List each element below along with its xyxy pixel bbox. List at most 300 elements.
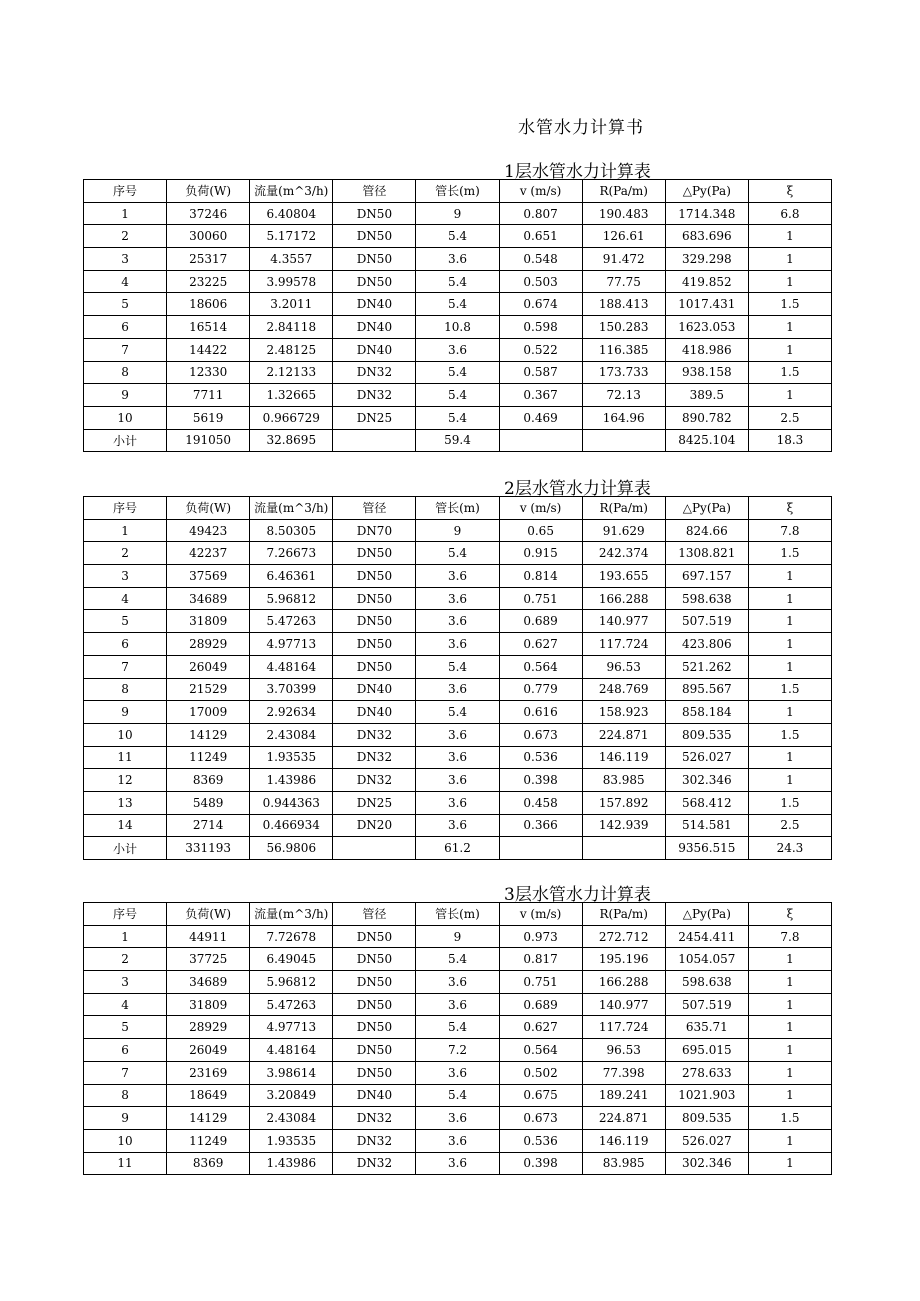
- table-cell: 683.696: [665, 225, 748, 248]
- table-cell: 7.72678: [250, 925, 333, 948]
- table-cell: 10.8: [416, 316, 499, 339]
- document-title: 水管水力计算书: [518, 118, 644, 138]
- table-cell: 3.6: [416, 1129, 499, 1152]
- table-cell: 5.4: [416, 293, 499, 316]
- table-cell: 2: [84, 225, 167, 248]
- table-cell: 6.8: [748, 202, 831, 225]
- table-cell: 14129: [167, 1107, 250, 1130]
- table-cell: 1.93535: [250, 1129, 333, 1152]
- table-cell: 1: [748, 338, 831, 361]
- table-cell: 1.5: [748, 678, 831, 701]
- table-cell: 96.53: [582, 655, 665, 678]
- table-cell: DN50: [333, 202, 416, 225]
- table-row: [84, 361, 832, 384]
- table-cell: 389.5: [665, 384, 748, 407]
- table-cell: 3.20849: [250, 1084, 333, 1107]
- table-cell: 7: [84, 1061, 167, 1084]
- table-row: [84, 384, 832, 407]
- table-cell: 3.6: [416, 1152, 499, 1175]
- table-title: 2层水管水力计算表: [504, 479, 651, 499]
- table-cell: 18.3: [748, 429, 831, 452]
- table-cell: 0.751: [499, 971, 582, 994]
- column-header: 流量(m^3/h): [250, 497, 333, 520]
- table-cell: 1.5: [748, 542, 831, 565]
- table-cell: 0.366: [499, 814, 582, 837]
- table-cell: DN40: [333, 338, 416, 361]
- table-cell: 0.627: [499, 1016, 582, 1039]
- table-cell: 0.675: [499, 1084, 582, 1107]
- table-cell: 0.598: [499, 316, 582, 339]
- table-cell: 824.66: [665, 519, 748, 542]
- table-cell: 3.6: [416, 723, 499, 746]
- table-cell: 5.4: [416, 542, 499, 565]
- table-cell: 302.346: [665, 1152, 748, 1175]
- table-cell: 6: [84, 316, 167, 339]
- table-cell: 17009: [167, 701, 250, 724]
- table-cell: 1.43986: [250, 769, 333, 792]
- table-cell: DN50: [333, 610, 416, 633]
- table-cell: 0.814: [499, 565, 582, 588]
- table-cell: DN32: [333, 1129, 416, 1152]
- table-cell: 2714: [167, 814, 250, 837]
- table-cell: DN50: [333, 565, 416, 588]
- column-header: ξ: [748, 497, 831, 520]
- table-cell: 37569: [167, 565, 250, 588]
- table-cell: DN50: [333, 270, 416, 293]
- table-cell: 12330: [167, 361, 250, 384]
- table-cell: 1: [748, 633, 831, 656]
- table-cell: 1: [748, 1129, 831, 1152]
- table-cell: 72.13: [582, 384, 665, 407]
- table-cell: 0.751: [499, 587, 582, 610]
- table-cell: 507.519: [665, 610, 748, 633]
- table-cell: 1: [748, 701, 831, 724]
- table-cell: 6: [84, 1039, 167, 1062]
- table-cell: 8369: [167, 769, 250, 792]
- table-cell: 10: [84, 1129, 167, 1152]
- table-cell: 0.973: [499, 925, 582, 948]
- table-row: [84, 993, 832, 1016]
- table-cell: 3: [84, 565, 167, 588]
- table-cell: 1: [748, 769, 831, 792]
- table-cell: 18606: [167, 293, 250, 316]
- table-cell: 5489: [167, 791, 250, 814]
- table-cell: 5.4: [416, 225, 499, 248]
- table-cell: 598.638: [665, 587, 748, 610]
- table-cell: 4.3557: [250, 248, 333, 271]
- table-cell: 140.977: [582, 610, 665, 633]
- table-cell: 166.288: [582, 971, 665, 994]
- table-cell: 31809: [167, 993, 250, 1016]
- header-row: [84, 903, 832, 926]
- column-header: R(Pa/m): [582, 497, 665, 520]
- table-cell: 514.581: [665, 814, 748, 837]
- column-header: 序号: [84, 180, 167, 203]
- table-cell: 1: [748, 655, 831, 678]
- table-cell: 116.385: [582, 338, 665, 361]
- column-header: 管长(m): [416, 903, 499, 926]
- table-cell: 188.413: [582, 293, 665, 316]
- table-cell: 0.944363: [250, 791, 333, 814]
- table-cell: 25317: [167, 248, 250, 271]
- table-row: [84, 723, 832, 746]
- table-cell: 1: [748, 1039, 831, 1062]
- table-row: [84, 655, 832, 678]
- table-row: [84, 270, 832, 293]
- table-cell: 5.4: [416, 948, 499, 971]
- table-cell: 331193: [167, 837, 250, 860]
- table-cell: 5.96812: [250, 587, 333, 610]
- table-cell: 26049: [167, 655, 250, 678]
- column-header: v (m/s): [499, 497, 582, 520]
- table-cell: 1: [84, 925, 167, 948]
- table-cell: 0.536: [499, 1129, 582, 1152]
- table-cell: 0.587: [499, 361, 582, 384]
- table-cell: 895.567: [665, 678, 748, 701]
- table-cell: 164.96: [582, 406, 665, 429]
- table-cell: 117.724: [582, 633, 665, 656]
- table-row: [84, 678, 832, 701]
- table-cell: 890.782: [665, 406, 748, 429]
- table-cell: DN50: [333, 542, 416, 565]
- table-cell: 8: [84, 1084, 167, 1107]
- table-cell: 858.184: [665, 701, 748, 724]
- table-cell: 32.8695: [250, 429, 333, 452]
- table-cell: 150.283: [582, 316, 665, 339]
- table-cell: 242.374: [582, 542, 665, 565]
- column-header: 序号: [84, 497, 167, 520]
- table-cell: 1: [748, 610, 831, 633]
- table-cell: 278.633: [665, 1061, 748, 1084]
- table-cell: DN40: [333, 316, 416, 339]
- table-row: [84, 587, 832, 610]
- table-cell: 0.807: [499, 202, 582, 225]
- table-row: [84, 814, 832, 837]
- table-cell: [582, 429, 665, 452]
- table-cell: 126.61: [582, 225, 665, 248]
- table-cell: 1: [748, 1152, 831, 1175]
- hydraulic-table: [83, 902, 832, 1175]
- table-cell: 28929: [167, 633, 250, 656]
- column-header: 管径: [333, 180, 416, 203]
- table-cell: 1: [748, 746, 831, 769]
- table-cell: 697.157: [665, 565, 748, 588]
- table-cell: 526.027: [665, 1129, 748, 1152]
- table-row: [84, 519, 832, 542]
- table-cell: 1: [748, 971, 831, 994]
- table-row: [84, 837, 832, 860]
- table-cell: 3.6: [416, 791, 499, 814]
- table-cell: 7.8: [748, 925, 831, 948]
- table-cell: 190.483: [582, 202, 665, 225]
- table-cell: 0.65: [499, 519, 582, 542]
- table-cell: 8: [84, 678, 167, 701]
- table-row: [84, 1084, 832, 1107]
- table-row: [84, 948, 832, 971]
- table-cell: 8: [84, 361, 167, 384]
- table-cell: DN50: [333, 248, 416, 271]
- table-cell: 1.43986: [250, 1152, 333, 1175]
- table-cell: 10: [84, 406, 167, 429]
- column-header: ξ: [748, 180, 831, 203]
- table-cell: 3.98614: [250, 1061, 333, 1084]
- table-cell: 7.2: [416, 1039, 499, 1062]
- column-header: 负荷(W): [167, 180, 250, 203]
- header-row: [84, 497, 832, 520]
- table-cell: DN50: [333, 587, 416, 610]
- table-cell: 2: [84, 948, 167, 971]
- table-cell: 329.298: [665, 248, 748, 271]
- table-cell: 3.6: [416, 746, 499, 769]
- column-header: R(Pa/m): [582, 903, 665, 926]
- table-cell: 9: [84, 701, 167, 724]
- table-cell: 2.43084: [250, 723, 333, 746]
- table-cell: 4.97713: [250, 1016, 333, 1039]
- table-cell: DN40: [333, 701, 416, 724]
- table-cell: 9: [416, 519, 499, 542]
- table-cell: 16514: [167, 316, 250, 339]
- table-row: [84, 542, 832, 565]
- table-cell: DN32: [333, 361, 416, 384]
- table-cell: 0.536: [499, 746, 582, 769]
- table-cell: 3.6: [416, 971, 499, 994]
- table-row: [84, 610, 832, 633]
- table-cell: 272.712: [582, 925, 665, 948]
- table-cell: 34689: [167, 587, 250, 610]
- table-row: [84, 925, 832, 948]
- table-cell: 18649: [167, 1084, 250, 1107]
- table-cell: 91.472: [582, 248, 665, 271]
- table-cell: 635.71: [665, 1016, 748, 1039]
- table-row: [84, 1016, 832, 1039]
- table-cell: 1054.057: [665, 948, 748, 971]
- table-cell: 3.6: [416, 338, 499, 361]
- table-cell: 2.84118: [250, 316, 333, 339]
- table-cell: 4.48164: [250, 655, 333, 678]
- table-cell: 3.6: [416, 1107, 499, 1130]
- hydraulic-table: [83, 496, 832, 860]
- table-cell: DN40: [333, 293, 416, 316]
- table-cell: 0.627: [499, 633, 582, 656]
- table-cell: 9: [416, 202, 499, 225]
- table-cell: 224.871: [582, 1107, 665, 1130]
- table-cell: 77.398: [582, 1061, 665, 1084]
- table-cell: 507.519: [665, 993, 748, 1016]
- table-cell: 173.733: [582, 361, 665, 384]
- table-cell: 4: [84, 270, 167, 293]
- table-cell: 2.12133: [250, 361, 333, 384]
- table-cell: 1.93535: [250, 746, 333, 769]
- table-cell: 5: [84, 610, 167, 633]
- table-cell: DN25: [333, 406, 416, 429]
- table-cell: 5.4: [416, 701, 499, 724]
- table-cell: DN50: [333, 948, 416, 971]
- table-cell: 193.655: [582, 565, 665, 588]
- table-cell: 1: [84, 202, 167, 225]
- column-header: 负荷(W): [167, 903, 250, 926]
- table-cell: 1: [748, 248, 831, 271]
- column-header: 流量(m^3/h): [250, 903, 333, 926]
- table-cell: 3.6: [416, 633, 499, 656]
- table-cell: 1.32665: [250, 384, 333, 407]
- table-cell: 0.673: [499, 1107, 582, 1130]
- table-cell: 11: [84, 1152, 167, 1175]
- table-cell: 809.535: [665, 1107, 748, 1130]
- column-header: 管长(m): [416, 497, 499, 520]
- table-cell: 61.2: [416, 837, 499, 860]
- column-header: △Py(Pa): [665, 180, 748, 203]
- table-cell: 0.564: [499, 1039, 582, 1062]
- table-cell: 30060: [167, 225, 250, 248]
- table-cell: 1: [748, 270, 831, 293]
- table-cell: 1: [748, 1016, 831, 1039]
- table-row: [84, 202, 832, 225]
- table-cell: 3.6: [416, 1061, 499, 1084]
- table-cell: 1.5: [748, 361, 831, 384]
- table-cell: DN50: [333, 1061, 416, 1084]
- table-cell: 1: [748, 948, 831, 971]
- table-cell: 6: [84, 633, 167, 656]
- table-cell: 42237: [167, 542, 250, 565]
- table-row: [84, 293, 832, 316]
- table-row: [84, 429, 832, 452]
- table-cell: 0.398: [499, 769, 582, 792]
- table-cell: 26049: [167, 1039, 250, 1062]
- table-cell: 6.46361: [250, 565, 333, 588]
- table-cell: DN50: [333, 925, 416, 948]
- table-cell: DN70: [333, 519, 416, 542]
- table-cell: [582, 837, 665, 860]
- table-row: [84, 1129, 832, 1152]
- column-header: 管长(m): [416, 180, 499, 203]
- table-cell: 5.4: [416, 270, 499, 293]
- table-cell: 24.3: [748, 837, 831, 860]
- table-cell: 3.6: [416, 587, 499, 610]
- table-cell: [333, 837, 416, 860]
- table-row: [84, 225, 832, 248]
- table-cell: 2.92634: [250, 701, 333, 724]
- table-cell: DN32: [333, 769, 416, 792]
- column-header: 流量(m^3/h): [250, 180, 333, 203]
- table-cell: 3.6: [416, 565, 499, 588]
- table-cell: 3.6: [416, 769, 499, 792]
- table-cell: 0.779: [499, 678, 582, 701]
- table-row: [84, 338, 832, 361]
- table-row: [84, 1152, 832, 1175]
- table-cell: 5.4: [416, 406, 499, 429]
- table-cell: 8369: [167, 1152, 250, 1175]
- table-cell: 0.616: [499, 701, 582, 724]
- table-row: [84, 769, 832, 792]
- table-cell: 3: [84, 248, 167, 271]
- table-cell: 12: [84, 769, 167, 792]
- table-cell: 423.806: [665, 633, 748, 656]
- table-cell: 1623.053: [665, 316, 748, 339]
- header-row: [84, 180, 832, 203]
- table-cell: 14129: [167, 723, 250, 746]
- table-cell: 0.651: [499, 225, 582, 248]
- table-cell: 1: [748, 993, 831, 1016]
- table-cell: 1: [748, 1084, 831, 1107]
- table-row: [84, 971, 832, 994]
- table-cell: 248.769: [582, 678, 665, 701]
- table-cell: 189.241: [582, 1084, 665, 1107]
- table-cell: 146.119: [582, 1129, 665, 1152]
- table-cell: 8.50305: [250, 519, 333, 542]
- column-header: 负荷(W): [167, 497, 250, 520]
- table-cell: 0.522: [499, 338, 582, 361]
- table-cell: 56.9806: [250, 837, 333, 860]
- table-cell: 7711: [167, 384, 250, 407]
- table-cell: 2: [84, 542, 167, 565]
- table-cell: 49423: [167, 519, 250, 542]
- table-cell: 11: [84, 746, 167, 769]
- table-cell: DN50: [333, 655, 416, 678]
- table-cell: 1.5: [748, 1107, 831, 1130]
- table-row: [84, 701, 832, 724]
- table-cell: DN32: [333, 746, 416, 769]
- table-cell: 3.2011: [250, 293, 333, 316]
- table-cell: 3.99578: [250, 270, 333, 293]
- table-cell: 0.817: [499, 948, 582, 971]
- table-cell: 5.47263: [250, 610, 333, 633]
- table-cell: 2454.411: [665, 925, 748, 948]
- table-cell: 3.6: [416, 248, 499, 271]
- table-cell: 4: [84, 587, 167, 610]
- table-row: [84, 1061, 832, 1084]
- table-cell: 0.674: [499, 293, 582, 316]
- column-header: △Py(Pa): [665, 497, 748, 520]
- table-row: [84, 316, 832, 339]
- table-cell: 14422: [167, 338, 250, 361]
- table-cell: 4.97713: [250, 633, 333, 656]
- table-cell: DN50: [333, 633, 416, 656]
- table-cell: 10: [84, 723, 167, 746]
- table-cell: DN50: [333, 1016, 416, 1039]
- table-cell: 7: [84, 655, 167, 678]
- table-cell: 5: [84, 1016, 167, 1039]
- table-cell: 5.47263: [250, 993, 333, 1016]
- table-cell: 1: [748, 1061, 831, 1084]
- table-cell: DN40: [333, 1084, 416, 1107]
- table-cell: 5.17172: [250, 225, 333, 248]
- table-row: [84, 1039, 832, 1062]
- table-cell: 598.638: [665, 971, 748, 994]
- table-cell: 9356.515: [665, 837, 748, 860]
- table-cell: 0.915: [499, 542, 582, 565]
- table-cell: 1714.348: [665, 202, 748, 225]
- table-cell: 0.458: [499, 791, 582, 814]
- table-cell: 83.985: [582, 1152, 665, 1175]
- table-cell: 0.966729: [250, 406, 333, 429]
- column-header: 管径: [333, 903, 416, 926]
- table-cell: 1308.821: [665, 542, 748, 565]
- column-header: ξ: [748, 903, 831, 926]
- column-header: △Py(Pa): [665, 903, 748, 926]
- table-cell: 158.923: [582, 701, 665, 724]
- column-header: v (m/s): [499, 903, 582, 926]
- table-cell: 1: [748, 225, 831, 248]
- table-cell: [499, 837, 582, 860]
- table-cell: 59.4: [416, 429, 499, 452]
- table-cell: 0.502: [499, 1061, 582, 1084]
- table-title: 3层水管水力计算表: [504, 885, 651, 905]
- table-cell: 938.158: [665, 361, 748, 384]
- table-cell: DN25: [333, 791, 416, 814]
- table-cell: 5.4: [416, 361, 499, 384]
- table-cell: 3.6: [416, 678, 499, 701]
- table-cell: 6.40804: [250, 202, 333, 225]
